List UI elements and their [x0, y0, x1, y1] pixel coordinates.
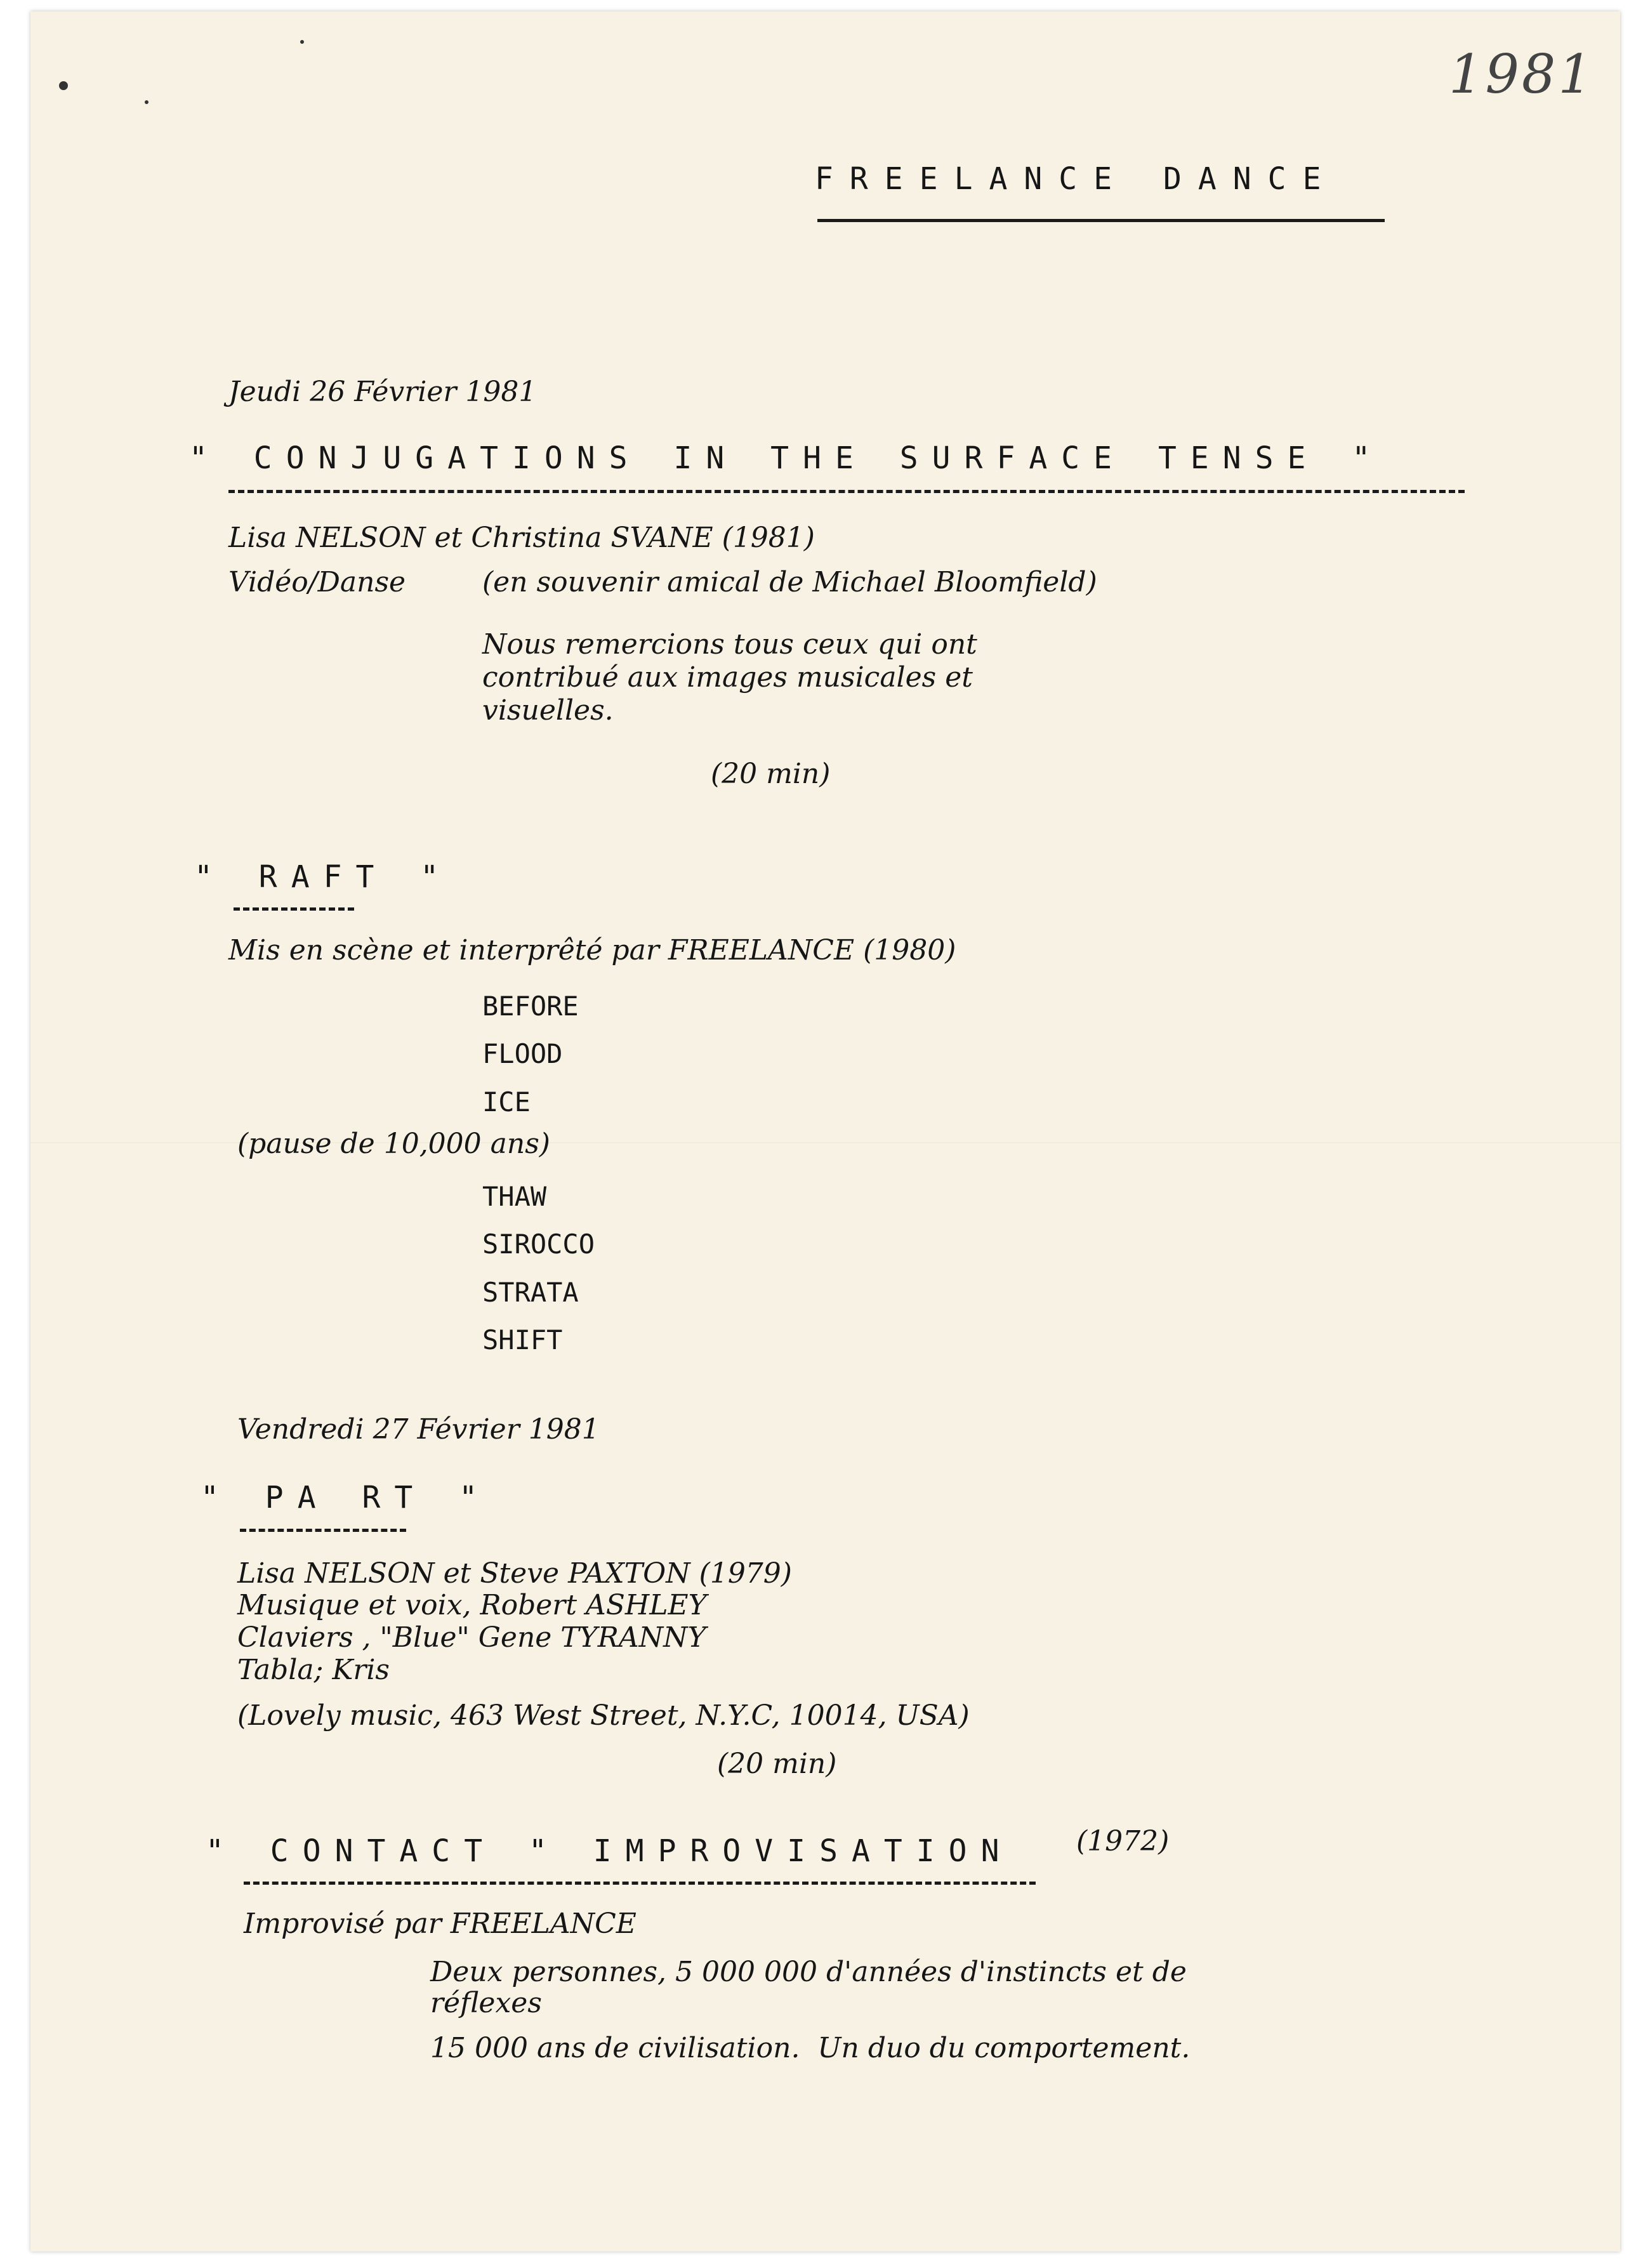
piece-credits: Lisa NELSON et Christina SVANE (1981) [228, 522, 815, 554]
description-line: Deux personnes, 5 000 000 d'années d'instincts et de [430, 1956, 1187, 1988]
ink-speck [145, 100, 148, 104]
credit-line: Lisa NELSON et Steve PAXTON (1979) [237, 1557, 792, 1590]
section-item: BEFORE [482, 991, 579, 1022]
document-page [30, 11, 1620, 2252]
credit-line: Tabla; Kris [237, 1654, 390, 1686]
piece-duration: (20 min) [711, 758, 831, 790]
section-item: FLOOD [482, 1038, 563, 1069]
piece-title-conjugations: " CONJUGATIONS IN THE SURFACE TENSE " [189, 440, 1385, 476]
piece-title-raft: " RAFT " [194, 859, 453, 895]
section-item: SIROCCO [482, 1229, 595, 1260]
piece-credits: Mis en scène et interprêté par FREELANCE (1980) [228, 934, 956, 966]
piece-credits: Improvisé par FREELANCE [244, 1908, 637, 1940]
document-title: FREELANCE DANCE [815, 161, 1338, 197]
description-line: 15 000 ans de civilisation. Un duo du comportement. [430, 2032, 1191, 2064]
piece-title-contact: " CONTACT " IMPROVISATION [206, 1833, 1013, 1869]
credit-line: Claviers , "Blue" Gene TYRANNY [237, 1621, 706, 1654]
piece-title-part: " PA RT " [201, 1480, 492, 1515]
piece-year: (1972) [1076, 1825, 1170, 1857]
date-thursday: Jeudi 26 Février 1981 [228, 376, 537, 408]
piece-type: Vidéo/Danse [228, 566, 406, 598]
thanks-line: Nous remercions tous ceux qui ont [482, 628, 977, 661]
thanks-line: contribué aux images musicales et [482, 661, 973, 694]
description-line: réflexes [430, 1987, 542, 2019]
section-item: STRATA [482, 1277, 579, 1308]
title-underline [817, 219, 1385, 222]
thanks-line: visuelles. [482, 694, 614, 727]
section-item: THAW [482, 1181, 547, 1212]
label-info: (Lovely music, 463 West Street, N.Y.C, 10014, USA) [237, 1699, 970, 1732]
ink-speck [300, 40, 304, 44]
piece-duration: (20 min) [717, 1748, 837, 1780]
piece-dedication: (en souvenir amical de Michael Bloomfield) [482, 566, 1097, 598]
date-friday: Vendredi 27 Février 1981 [237, 1413, 600, 1446]
title-dashed-underline [228, 490, 1465, 493]
handwritten-year: 1981 [1449, 43, 1595, 105]
title-dashed-underline [240, 1529, 406, 1532]
section-item: SHIFT [482, 1324, 563, 1355]
title-dashed-underline [244, 1882, 1036, 1885]
pause-note: (pause de 10,000 ans) [237, 1128, 550, 1160]
section-item: ICE [482, 1086, 531, 1118]
title-dashed-underline [234, 907, 354, 911]
credit-line: Musique et voix, Robert ASHLEY [237, 1589, 707, 1621]
ink-speck [59, 81, 68, 90]
